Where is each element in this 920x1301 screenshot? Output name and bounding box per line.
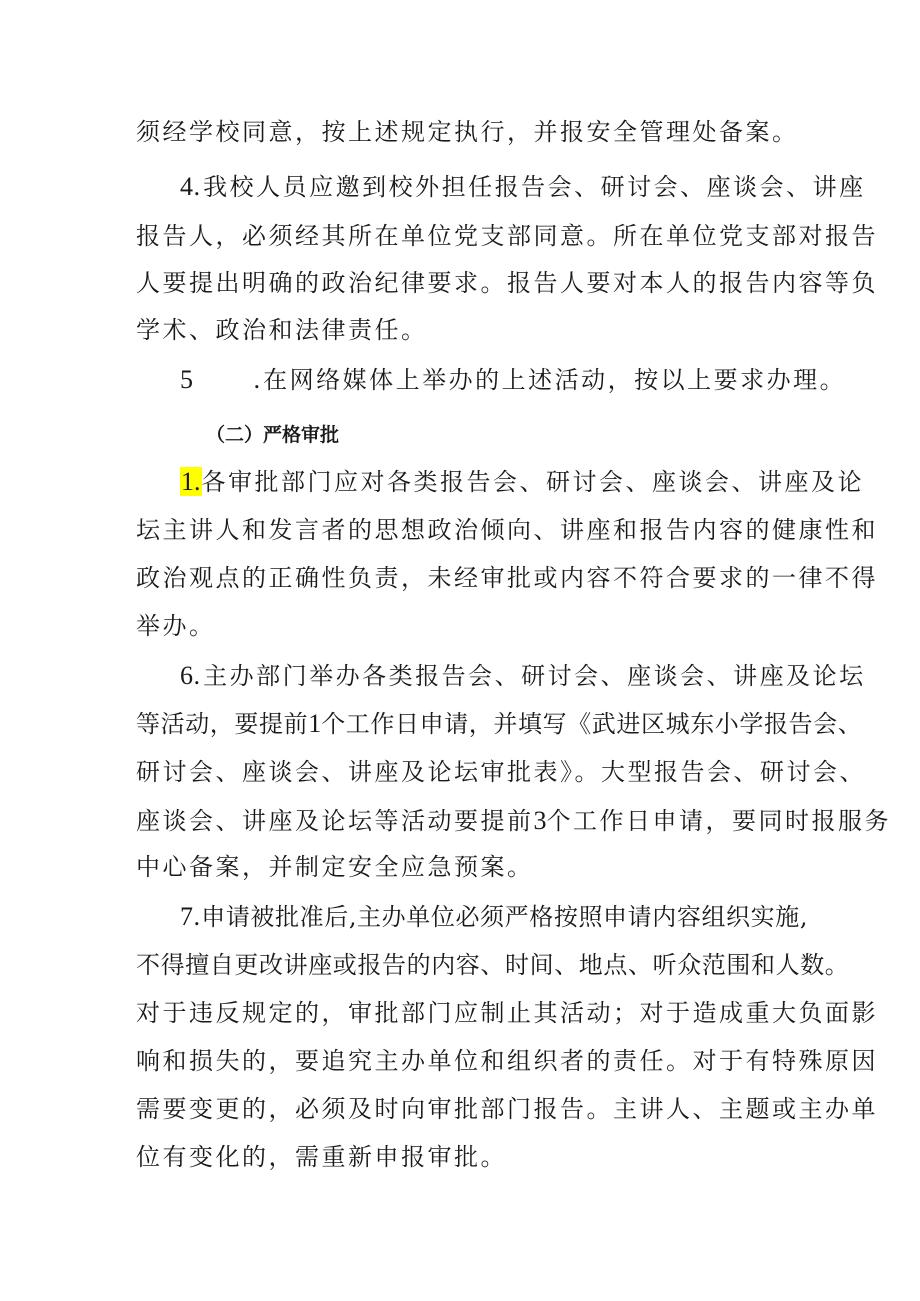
item-7-line-4 — [136, 1046, 878, 1076]
section-heading: （二）严格审批 — [206, 424, 340, 446]
text-line: 学术、政治和法律责任。 — [136, 316, 428, 344]
text-line: 须经学校同意，按上述规定执行，并报安全管理处备案。 — [136, 118, 799, 146]
text-line: 需要变更的，必须及时向审批部门报告。主讲人、主题或主办单 — [136, 1095, 878, 1123]
item-7-line-2 — [136, 950, 849, 980]
item-4-line-4 — [136, 315, 428, 345]
item-7-line-6 — [136, 1142, 507, 1172]
text-line: 举办。 — [136, 612, 216, 640]
highlighted-item-number: 1. — [181, 467, 201, 496]
text-line: 不得擅自更改讲座或报告的内容、时间、地点、听众范围和人数。 — [136, 951, 850, 979]
text-line: .申请被批准后,主办单位必须严格按照申请内容组织实施, — [193, 903, 809, 931]
item-6-line-3 — [136, 757, 866, 787]
text-line: 中心备案，并制定安全应急预案。 — [136, 853, 534, 881]
text-line: 对于违反规定的，审批部门应制止其活动；对于造成重大负面影 — [136, 999, 878, 1027]
text-line: 响和损失的，要追究主办单位和组织者的责任。对于有特殊原因 — [136, 1047, 878, 1075]
text-line: 人要提出明确的政治纪律要求。报告人要对本人的报告内容等负 — [136, 269, 878, 297]
item-4-line-1 — [180, 172, 866, 202]
text-line: 研讨会、座谈会、讲座及论坛审批表》。大型报告会、研讨会、 — [136, 758, 866, 786]
item-1-line-1 — [180, 467, 864, 497]
item-number: 5 — [180, 365, 193, 394]
text-line: 政治观点的正确性负责，未经审批或内容不符合要求的一律不得 — [136, 564, 878, 592]
item-7-line-1 — [180, 902, 808, 932]
item-1-line-3 — [136, 563, 878, 593]
number-inline: 3 — [533, 806, 547, 835]
text-line: .主办部门举办各类报告会、研讨会、座谈会、讲座及论坛 — [193, 662, 866, 690]
item-number: 4 — [180, 172, 193, 201]
item-6-line-1 — [180, 661, 866, 691]
item-7-line-5 — [136, 1094, 878, 1124]
item-4-line-2 — [136, 221, 878, 251]
item-6-line-2 — [136, 709, 862, 739]
text-line: 座谈会、讲座及论坛等活动要提前 — [136, 807, 534, 835]
item-7-line-3 — [136, 998, 878, 1028]
text-line: .我校人员应邀到校外担任报告会、研讨会、座谈会、讲座 — [193, 173, 866, 201]
item-6-line-5 — [136, 852, 534, 882]
text-line: 个工作日申请，并填写《武进区城东小学报告会、 — [321, 710, 863, 738]
text-line: 坛主讲人和发言者的思想政治倾向、讲座和报告内容的健康性和 — [136, 516, 878, 544]
number-inline: 1 — [308, 709, 322, 738]
item-6-line-4 — [136, 806, 891, 836]
text-line: 个工作日申请，要同时报服务 — [546, 807, 891, 835]
item-1-line-2 — [136, 515, 878, 545]
item-number: 7 — [180, 902, 193, 931]
item-5-line-1 — [180, 365, 846, 395]
text-line: .在网络媒体上举办的上述活动，按以上要求办理。 — [253, 366, 847, 394]
text-line: 等活动，要提前 — [136, 710, 309, 738]
paragraph-continuation-line — [136, 117, 799, 147]
text-line: 各审批部门应对各类报告会、研讨会、座谈会、讲座及论 — [201, 468, 864, 496]
item-1-line-4 — [136, 611, 216, 641]
item-4-line-3 — [136, 268, 878, 298]
text-line: 报告人，必须经其所在单位党支部同意。所在单位党支部对报告 — [136, 222, 878, 250]
text-line: 位有变化的，需重新申报审批。 — [136, 1143, 507, 1171]
item-number: 6 — [180, 661, 193, 690]
